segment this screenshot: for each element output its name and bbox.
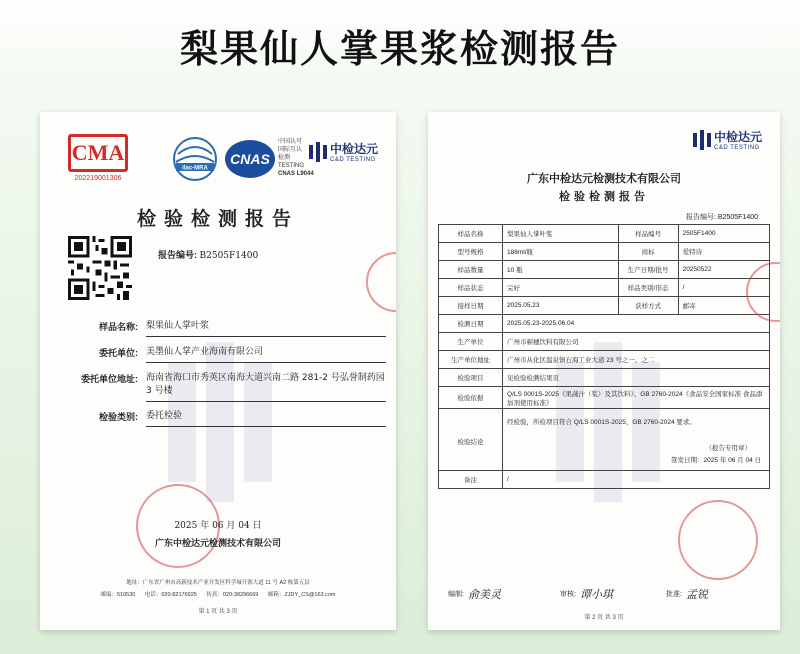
cnas-logo-icon xyxy=(224,138,276,180)
cell-label: 获样方式 xyxy=(618,297,678,315)
table-row xyxy=(439,387,770,409)
cell-value: 广州市从化区温泉镇石海工业大道 23 号之一、之二 xyxy=(503,351,770,369)
cell-value: 20250522 xyxy=(678,261,769,279)
cell-label: 样品编号 xyxy=(618,225,678,243)
brand-name-cn: 中检达元 xyxy=(329,142,378,156)
brand-name-en: C&D TESTING xyxy=(713,145,760,151)
cell-label: 备注 xyxy=(439,471,503,489)
cnas-line: CNAS L9044 xyxy=(278,171,314,177)
signature-name: 孟锐 xyxy=(685,588,708,601)
cma-logo xyxy=(68,134,128,186)
qr-code-icon xyxy=(68,236,132,300)
sample-info-table xyxy=(438,224,770,489)
cell-label: 样品类别/形态 xyxy=(618,279,678,297)
signature-row xyxy=(448,586,760,606)
page-number: 第 1 页 共 3 页 xyxy=(198,609,238,615)
cell-label: 检验依据 xyxy=(439,387,503,409)
cell-value: 爱特诗 xyxy=(678,243,769,261)
cell-label: 商标 xyxy=(618,243,678,261)
company-name: 广东中检达元检测技术有限公司 xyxy=(527,172,681,185)
footer-fax: 传真：020-38296669 xyxy=(206,592,259,598)
conclusion-footer xyxy=(507,426,765,466)
cell-value: / xyxy=(503,471,770,489)
cell-value: 梨果仙人掌叶浆 xyxy=(503,225,619,243)
report-cover-page xyxy=(40,112,396,630)
field-value: 海南省海口市秀英区南海大道兴南二路 281-2 号弘誉制药园 3 号楼 xyxy=(146,372,386,402)
field-label: 委托单位地址: xyxy=(81,374,138,384)
page-title: 梨果仙人掌果浆检测报告 xyxy=(179,27,620,71)
report-number-label: 报告编号: xyxy=(158,250,197,260)
cnas-line: 国际互认 xyxy=(278,147,303,153)
signature-role: 编制: xyxy=(448,591,464,598)
cnas-line: 中国认可 xyxy=(278,139,303,145)
table-row xyxy=(439,279,770,297)
footer-email: 邮箱：ZJDY_CS@163.com xyxy=(267,592,336,598)
signature-name: 俞美灵 xyxy=(467,588,501,601)
field-value: 委托检验 xyxy=(146,410,386,427)
cell-label: 生产日期/批号 xyxy=(618,261,678,279)
table-row xyxy=(439,243,770,261)
table-row xyxy=(439,225,770,243)
cnas-line: TESTING xyxy=(278,163,305,169)
table-row xyxy=(439,351,770,369)
cell-label: 接样日期 xyxy=(439,297,503,315)
cell-value: 完好 xyxy=(503,279,619,297)
cell-label: 型号规格 xyxy=(439,243,503,261)
field-label: 委托单位: xyxy=(99,348,138,358)
cell-label: 检验项目 xyxy=(439,369,503,387)
cell-value: 2505F1400 xyxy=(678,225,769,243)
cell-value: 2025.05.23 xyxy=(503,297,619,315)
conclusion-text: 经检验，所检项目符合 Q/LS 0001S-2025、GB 2760-2024 要求。 xyxy=(507,419,696,426)
svg-text:ilac-MRA: ilac-MRA xyxy=(182,165,208,172)
table-row xyxy=(439,409,770,471)
signature-name: 谭小琪 xyxy=(579,588,613,601)
cell-value: 广州市顿穗饮料有限公司 xyxy=(503,333,770,351)
issue-date: 2025 年 06 月 04 日 xyxy=(174,521,262,531)
table-row xyxy=(439,261,770,279)
brand-logo xyxy=(693,128,762,151)
report-number: 报告编号: B2505F1400 xyxy=(686,214,758,221)
cell-label: 样品名称 xyxy=(439,225,503,243)
report-number xyxy=(158,248,258,261)
table-row xyxy=(439,297,770,315)
cell-value: 188ml/瓶 xyxy=(503,243,619,261)
brand-name-cn: 中检达元 xyxy=(713,130,762,144)
cell-value: 邮寄 xyxy=(678,297,769,315)
field-label: 样品名称: xyxy=(99,322,138,332)
table-row xyxy=(439,369,770,387)
certification-logos xyxy=(68,134,378,186)
field-value: 梨果仙人掌叶浆 xyxy=(146,320,386,337)
cma-mark-icon: CMA xyxy=(68,134,128,172)
document-title: 检验检测报告 xyxy=(559,190,649,203)
report-detail-page xyxy=(428,112,780,630)
cell-label: 生产单位 xyxy=(439,333,503,351)
page-edge-seal xyxy=(366,252,396,312)
cnas-line: 检测 xyxy=(278,155,291,161)
issuing-company: 广东中检达元检测技术有限公司 xyxy=(154,538,281,548)
brand-mark-icon xyxy=(309,142,327,162)
footer-address: 地址：广东省广州市高新技术产业开发区科学城开源大道 11 号 A2 栋第五层 xyxy=(126,580,310,586)
cell-value: 2025.05.23-2025.06.04 xyxy=(503,315,770,333)
signature-role: 审核: xyxy=(560,591,576,598)
brand-name-en: C&D TESTING xyxy=(329,157,376,163)
footer-postcode: 邮编：510530 xyxy=(100,592,136,598)
conclusion-cell xyxy=(503,409,770,471)
page-number: 第 2 页 共 3 页 xyxy=(584,615,624,621)
cell-value: 见检验检测结果页 xyxy=(503,369,770,387)
cell-value: / xyxy=(678,279,769,297)
cell-label: 检验结论 xyxy=(439,409,503,471)
cma-number: 202219001306 xyxy=(74,175,122,182)
footer-phone: 电话：020-82176925 xyxy=(144,592,197,598)
ilac-mra-logo-icon xyxy=(172,136,218,182)
footer-contact xyxy=(50,590,386,598)
cell-label: 生产单位地址 xyxy=(439,351,503,369)
signature-approver xyxy=(666,586,708,602)
brand-logo xyxy=(309,140,378,163)
cell-value: 10 瓶 xyxy=(503,261,619,279)
signature-role: 批准: xyxy=(666,591,682,598)
cell-label: 样品状态 xyxy=(439,279,503,297)
brand-mark-icon xyxy=(693,130,711,150)
cell-label: 样品数量 xyxy=(439,261,503,279)
svg-text:CNAS: CNAS xyxy=(230,151,270,167)
signature-reviewer xyxy=(560,586,613,602)
document-title: 检验检测报告 xyxy=(136,208,299,230)
table-row xyxy=(439,315,770,333)
conclusion-date: 签发日期：2025 年 06 月 04 日 xyxy=(671,457,761,464)
report-seal xyxy=(678,500,758,580)
signature-compiler xyxy=(448,586,501,602)
table-row xyxy=(439,333,770,351)
cell-value: Q/LS 0001S-2025《果蔬汁（浆）及其饮料》、GB 2760-2024《食品安全国家标准 食品添加剂使用标准》 xyxy=(503,387,770,409)
report-number-value: B2505F1400 xyxy=(199,251,259,261)
cell-label: 检测日期 xyxy=(439,315,503,333)
field-label: 检验类别: xyxy=(99,412,138,422)
conclusion-seal-note: （报告专用章） xyxy=(705,445,751,452)
table-row xyxy=(439,471,770,489)
field-value: 美墨仙人掌产业海南有限公司 xyxy=(146,346,386,363)
